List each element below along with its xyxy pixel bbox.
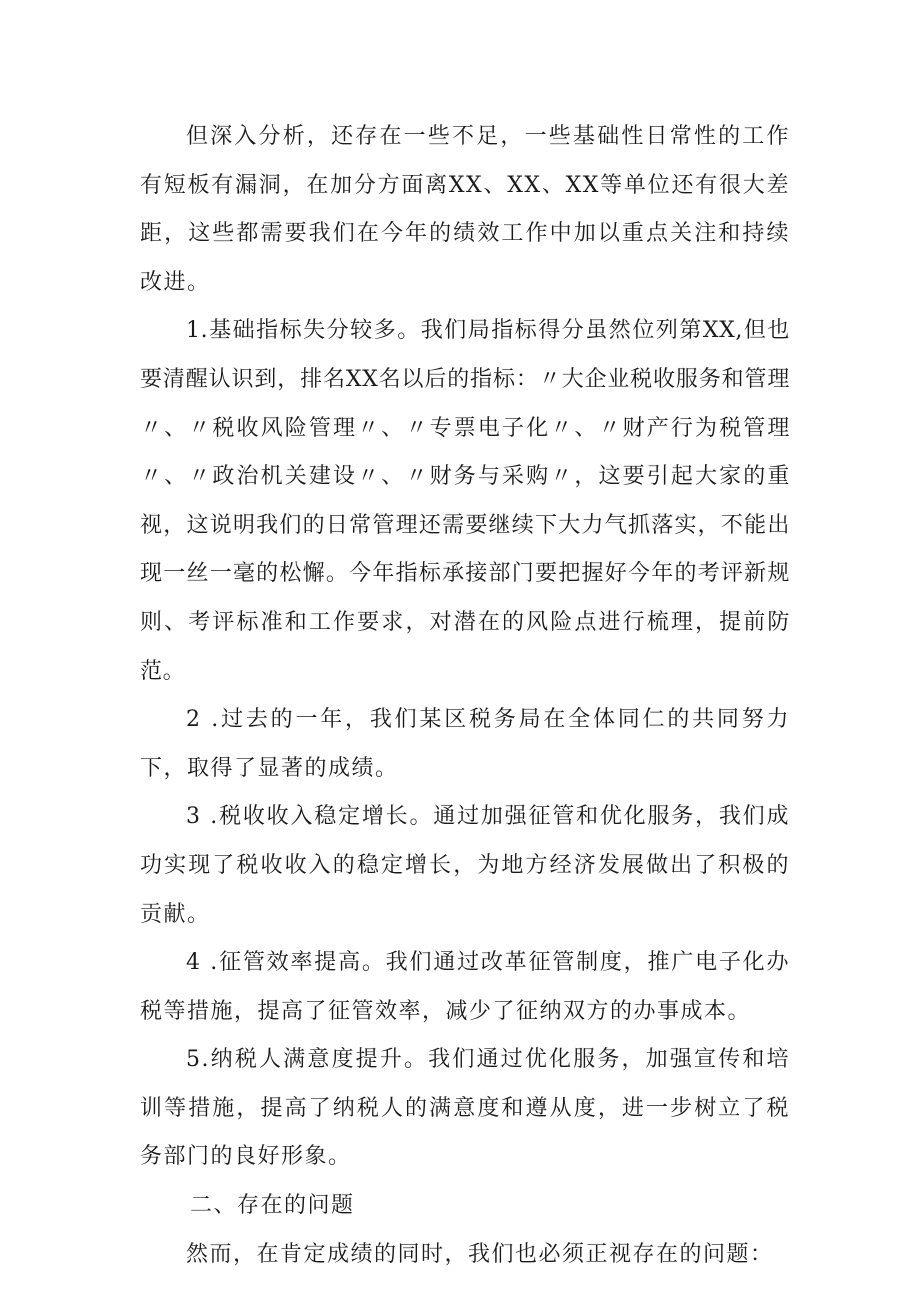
paragraph-item-5: 5.纳税人满意度提升。我们通过优化服务，加强宣传和培训等措施，提高了纳税人的满意度和遵从度，进一步树立了税务部门的良好形象。 — [140, 1047, 790, 1170]
section-heading: 二、存在的问题 — [190, 1193, 355, 1219]
paragraph-item-1: 1.基础指标失分较多。我们局指标得分虽然位列第XX,但也要清醒认识到，排名XX名以后的指标：〃大企业税收服务和管理〃、〃税收风险管理〃、〃专票电子化〃、〃财产行为税管理〃、〃政治机关建设〃、〃财务与采购〃，这要引起大家的重视，这说明我们的日常管理还需要继续下大力气抓落实，不能出现一丝一毫的松懈。今年指标承接部门要把握好今年的考评新规则、考评标准和工作要求，对潜在的风险点进行梳理，提前防范。 — [140, 318, 790, 684]
document-body — [140, 113, 790, 1279]
paragraph-item-3: 3 .税收收入稳定增长。通过加强征管和优化服务，我们成功实现了税收收入的稳定增长，为地方经济发展做出了积极的贡献。 — [140, 804, 790, 927]
paragraph-item-2: 2 .过去的一年，我们某区税务局在全体同仁的共同努力下，取得了显著的成绩。 — [140, 707, 790, 781]
paragraph-item-4: 4 .征管效率提高。我们通过改革征管制度，推广电子化办税等措施，提高了征管效率，减少了征纳双方的办事成本。 — [140, 950, 790, 1024]
paragraph-analysis: 但深入分析，还存在一些不足，一些基础性日常性的工作有短板有漏洞，在加分方面离XX、XX、XX等单位还有很大差距，这些都需要我们在今年的绩效工作中加以重点关注和持续改进。 — [140, 124, 790, 295]
paragraph-closing: 然而，在肯定成绩的同时，我们也必须正视存在的问题： — [186, 1241, 774, 1267]
